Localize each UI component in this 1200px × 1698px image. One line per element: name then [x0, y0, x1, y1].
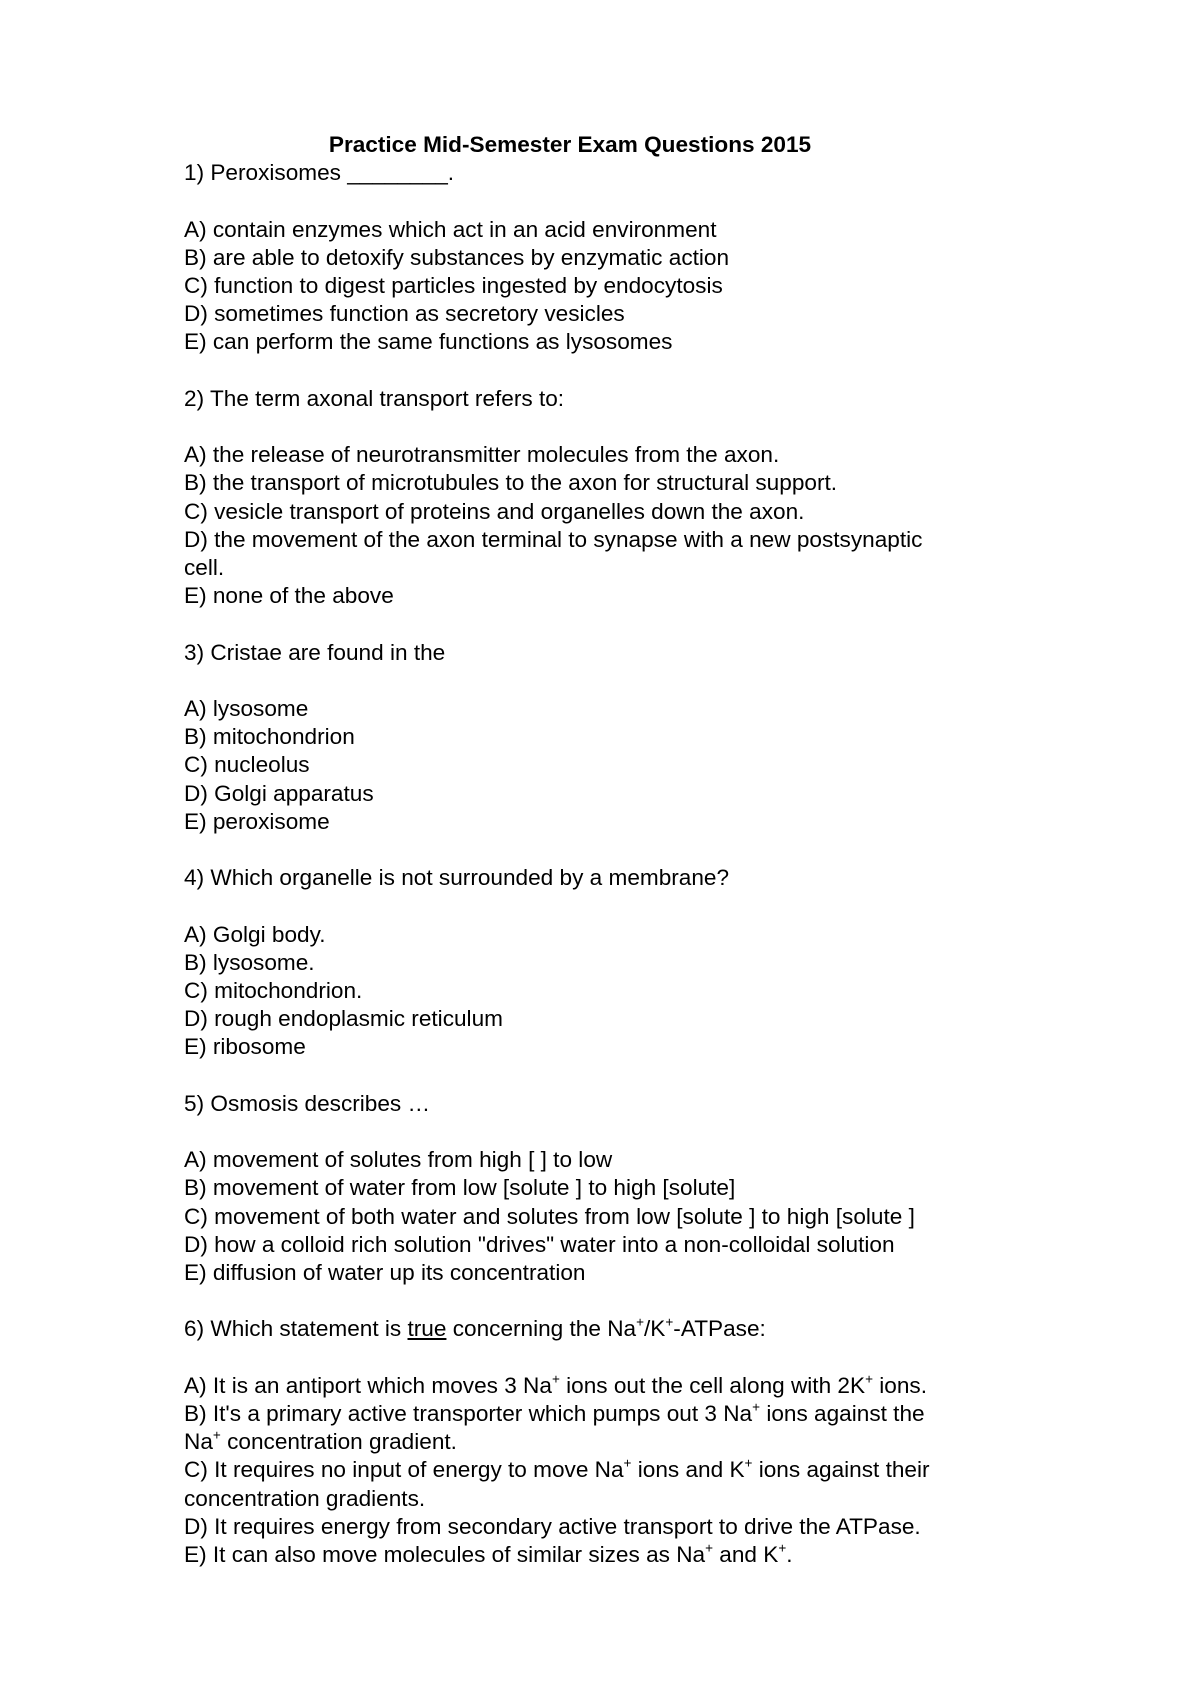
q4-option-c: C) mitochondrion.	[184, 977, 363, 1003]
question-4-stem: 4) Which organelle is not surrounded by a membrane?	[184, 865, 730, 891]
superscript-plus: +	[705, 1540, 714, 1556]
q3-option-c: C) nucleolus	[184, 752, 310, 778]
spacer	[184, 836, 1024, 864]
q6-option-b-continued	[184, 1428, 1024, 1456]
superscript-plus: +	[865, 1371, 873, 1387]
q6-option-e-text: E) It can also move molecules of similar sizes as Na	[184, 1541, 706, 1567]
question-5-stem: 5) Osmosis describes …	[184, 1090, 431, 1116]
q1-option-e: E) can perform the same functions as lysosomes	[184, 329, 673, 355]
spacer	[184, 357, 1024, 385]
q6-option-e-text: .	[786, 1541, 793, 1567]
spacer	[184, 610, 1024, 638]
q3-option-d: D) Golgi apparatus	[184, 780, 374, 806]
q6-option-b-text: concentration gradient.	[220, 1429, 457, 1455]
q6-option-a-text: ions out the cell along with 2K	[559, 1372, 866, 1398]
q2-option-d-continued: cell.	[184, 554, 225, 580]
q6-option-c-continued: concentration gradients.	[184, 1485, 426, 1511]
superscript-plus: +	[551, 1371, 560, 1387]
q2-option-c: C) vesicle transport of proteins and organelles down the axon.	[184, 498, 805, 524]
q4-option-e: E) ribosome	[184, 1034, 306, 1060]
q3-option-b: B) mitochondrion	[184, 724, 355, 750]
superscript-plus: +	[744, 1455, 753, 1471]
spacer	[184, 1344, 1024, 1372]
q6-option-a-text: A) It is an antiport which moves 3 Na	[184, 1372, 552, 1398]
q6-stem-end: -ATPase:	[673, 1316, 766, 1342]
q1-option-d: D) sometimes function as secretory vesicles	[184, 301, 625, 327]
q6-option-e	[184, 1541, 1024, 1569]
q6-stem-start: 6) Which statement is	[184, 1316, 408, 1342]
spacer	[184, 1118, 1024, 1146]
q5-option-e: E) diffusion of water up its concentration	[184, 1259, 586, 1285]
q6-option-c-text: C) It requires no input of energy to move Na	[184, 1457, 624, 1483]
q4-option-a: A) Golgi body.	[184, 921, 326, 947]
q6-option-a-text: ions.	[873, 1372, 928, 1398]
q5-option-c: C) movement of both water and solutes from low [solute ] to high [solute ]	[184, 1203, 915, 1229]
q6-option-b-text: Na	[184, 1429, 213, 1455]
q5-option-d: D) how a colloid rich solution "drives" water into a non-colloidal solution	[184, 1231, 895, 1257]
spacer	[184, 1062, 1024, 1090]
q2-option-b: B) the transport of microtubules to the axon for structural support.	[184, 470, 838, 496]
superscript-plus: +	[623, 1455, 632, 1471]
question-6-stem	[184, 1315, 1024, 1343]
q6-option-d: D) It requires energy from secondary active transport to drive the ATPase.	[184, 1513, 921, 1539]
q1-option-c: C) function to digest particles ingested by endocytosis	[184, 272, 723, 298]
q2-option-d: D) the movement of the axon terminal to synapse with a new postsynaptic	[184, 526, 923, 552]
q6-option-b	[184, 1400, 1024, 1428]
q1-option-a: A) contain enzymes which act in an acid environment	[184, 216, 717, 242]
q6-option-b-text: ions against the	[760, 1400, 925, 1426]
q6-stem-underlined: true	[407, 1316, 447, 1342]
question-1-stem: 1) Peroxisomes ________.	[184, 160, 455, 186]
superscript-plus: +	[752, 1399, 761, 1415]
superscript-plus: +	[665, 1314, 674, 1330]
spacer	[184, 187, 1024, 215]
question-2-stem: 2) The term axonal transport refers to:	[184, 385, 565, 411]
q2-option-e: E) none of the above	[184, 583, 394, 609]
superscript-plus: +	[636, 1314, 645, 1330]
q6-option-c-text: ions and K	[631, 1457, 745, 1483]
q4-option-d: D) rough endoplasmic reticulum	[184, 1006, 503, 1032]
superscript-plus: +	[212, 1427, 221, 1443]
q5-option-b: B) movement of water from low [solute ] to high [solute]	[184, 1175, 736, 1201]
q3-option-a: A) lysosome	[184, 695, 309, 721]
q6-option-c	[184, 1456, 1024, 1484]
superscript-plus: +	[778, 1540, 787, 1556]
exam-content	[184, 131, 1024, 1569]
q6-stem-mid2: /K	[644, 1316, 666, 1342]
spacer	[184, 667, 1024, 695]
spacer	[184, 413, 1024, 441]
q5-option-a: A) movement of solutes from high [ ] to low	[184, 1147, 613, 1173]
page-title: Practice Mid-Semester Exam Questions 2015	[328, 132, 812, 157]
spacer	[184, 892, 1024, 920]
q6-option-e-text: and K	[713, 1541, 779, 1567]
spacer	[184, 1287, 1024, 1315]
q2-option-a: A) the release of neurotransmitter molecules from the axon.	[184, 442, 780, 468]
q6-stem-mid: concerning the Na	[446, 1316, 637, 1342]
q6-option-a	[184, 1372, 1024, 1400]
q1-option-b: B) are able to detoxify substances by enzymatic action	[184, 244, 730, 270]
q6-option-c-text: ions against their	[752, 1457, 930, 1483]
question-3-stem: 3) Cristae are found in the	[184, 639, 446, 665]
q4-option-b: B) lysosome.	[184, 949, 315, 975]
q6-option-b-text: B) It's a primary active transporter which pumps out 3 Na	[184, 1400, 753, 1426]
q3-option-e: E) peroxisome	[184, 808, 330, 834]
